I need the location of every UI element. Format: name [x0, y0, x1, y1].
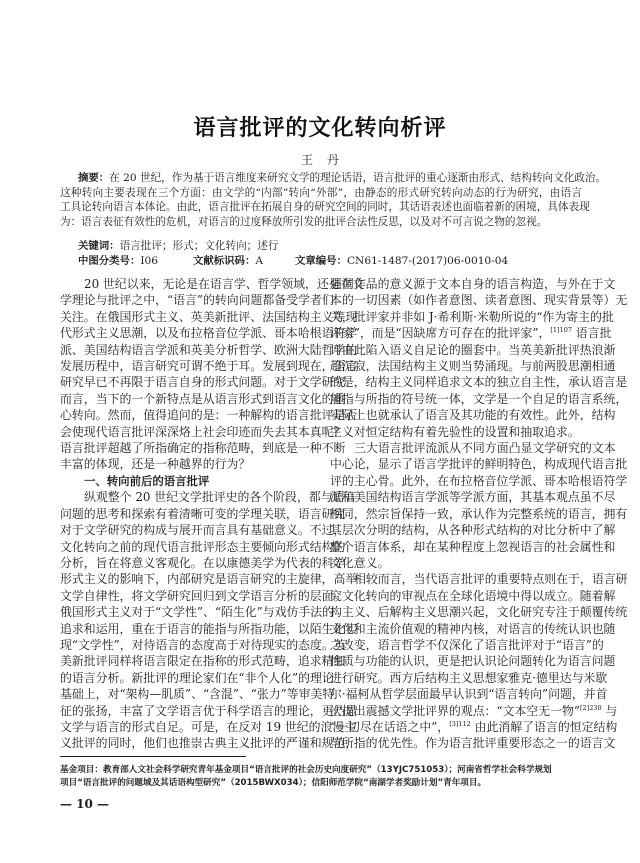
paragraph-line: 追求和运用，重在于语言的能指与所指功能，以陌生化实 — [60, 621, 358, 636]
paragraph-line: 文学与语言的形式自足。可是，在反对 19 世纪的浪漫主 — [60, 719, 357, 734]
paragraph-line: 语言批评超越了所指确定的指称范畴，到底是一种不断 — [60, 441, 346, 456]
paragraph-line: 问题的思考和探索有着清晰可变的学理关联，语言研究 — [60, 506, 346, 521]
paragraph-line: 其层次分明的结构，从各种形式结构的对比分析中了解 — [330, 523, 616, 538]
paragraph-line: 中心论，显示了语言学批评的鲜明特色，构成现代语言批 — [330, 457, 628, 472]
paragraph-line: 义批评的同时，他们也推崇古典主义批评的严谨和规范， — [60, 736, 358, 751]
paragraph-line: 文化和主流价值观的精神内核，对语言的传统认识也随 — [330, 621, 616, 636]
abstract-line: 这种转向主要表现在三个方面：由文学的“内部”转向“外部”，由静态的形式研究转向动态的行为研究，由语言 — [60, 186, 582, 199]
paragraph-line: 派和美国结构语言学派等学派方面，其基本观点虽不尽 — [330, 490, 616, 505]
abstract-line: 为：语言表征有效性的危机，对语言的过度释放所引发的批评合法性反思，以及对不可言说之物的忽视。 — [60, 215, 548, 228]
funding-note — [60, 764, 584, 789]
paragraph-line: 本的一切因素（如作者意图、读者意图、现实背景等）无 — [330, 293, 628, 308]
paragraph-line: 学理论与批评之中，“语言”的转向问题都备受学者们 — [60, 293, 334, 308]
paragraph-line: 三大语言批评流派从不同方面凸显文学研究的文本 — [354, 441, 616, 456]
clc-number: 中图分类号：I06 — [78, 255, 159, 267]
footnote-divider — [60, 756, 246, 757]
text-segment: 由此消解了语言的恒定结构 — [470, 719, 618, 734]
paragraph-line — [330, 703, 618, 719]
funding-line: 基金项目：教育部人文社会科学研究青年基金项目“语言批评的社会历史向度研究”（13YJC751053）；河南省哲学社会科学规划 — [60, 765, 552, 775]
paragraph-line: 心转向。然而，值得追问的是：一种解构的语言批评是否 — [60, 408, 358, 423]
body-column-right — [330, 276, 628, 752]
paragraph-line: 能指与所指的符号统一体，文学是一个自足的语言系统， — [330, 391, 628, 406]
paragraph-line: 性质与功能的认识，更是把认识论问题转化为语言问题 — [330, 654, 616, 669]
article-number: 文章编号：CN61-1487-(2017)06-0010-04 — [295, 255, 509, 267]
abstract-label: 摘要： — [78, 172, 110, 184]
text-segment: “一切尽在话语之中”， — [330, 719, 450, 734]
paragraph-line: 20 世纪以来，无论是在语言学、哲学领域，还是在文 — [84, 277, 365, 291]
paragraph-line: 丰富的体现，还是一种越界的行为？ — [60, 457, 251, 472]
document-code: 文献标识码：A — [193, 255, 263, 267]
paragraph-line: 现“文学性”，对待语言的态度高于对待现实的态度。英 — [60, 637, 346, 652]
article-author: 王丹 — [300, 153, 353, 167]
paragraph-line: 与所指的优先性。作为语言批评重要形态之一的语言文 — [330, 736, 616, 751]
keywords — [78, 237, 278, 253]
keywords-value: 语言批评；形式；文化转向；述行 — [119, 240, 279, 252]
paragraph-line: 之改变，语言哲学不仅深化了语言批评对于“语言”的 — [330, 637, 604, 652]
page-number: — 10 — — [60, 797, 110, 811]
article-title: 语言批评的文化转向析评 — [193, 116, 447, 141]
paragraph-line — [330, 325, 612, 341]
paragraph-line: 而言，当下的一个新特点是从语言形式到语言文化的重 — [60, 391, 346, 406]
paragraph-line: 进行研究。西方后结构主义思想家雅克·德里达与米歇 — [330, 670, 608, 685]
funding-line: 项目“语言批评的问题域及其话语构型研究”（2015BWX034）；信阳师范学院“南湖学者奖励计划”青年项目。 — [60, 777, 487, 788]
section-heading: 一、转向前后的语言批评 — [84, 473, 210, 488]
paragraph-line — [330, 719, 618, 735]
paragraph-line: 相较而言，当代语言批评的重要特点则在于，语言研 — [354, 572, 628, 587]
paragraph-line: 文学自律性，将文学研究回归到文学语言分析的层面。 — [60, 588, 346, 603]
paragraph-line: 派、美国结构语言学派和英美分析哲学、欧洲大陆哲学的 — [60, 342, 358, 357]
paragraph-line: 尔·福柯从哲学层面最早认识到“语言转向”问题，并首 — [330, 687, 608, 702]
abstract-line: 摘要：在 20 世纪，作为基于语言维度来研究文学的理论话语，语言批评的重心逐渐由形式、结构转向文化政治。 — [78, 172, 607, 184]
paragraph-line: 形式主义的影响下，内部研究是语言研究的主旋律，高举 — [60, 572, 358, 587]
text-segment: 评家”，而是“因缺席方可存在的批评家”， — [330, 326, 551, 341]
text-segment: 次提出震撼文学批评界的观点：“文本空无一物” — [330, 703, 580, 718]
paragraph-line: 文化意义。 — [330, 555, 390, 570]
paragraph-line: 的语言分析。新批评的理论家们在“非个人化”的理论 — [60, 670, 334, 685]
paragraph-line: 究文化转向的审视点在全球化语境中得以成立。随着解 — [330, 588, 616, 603]
citation-ref: [2]230 — [579, 703, 602, 712]
paragraph-line: 代形式主义思潮，以及布拉格音位学派、哥本哈根语符学 — [60, 326, 358, 341]
paragraph-line: 分析，旨在将意义客观化。在以康德美学为代表的科学 — [60, 555, 346, 570]
keywords-label: 关键词： — [78, 240, 120, 252]
paragraph-line: 关注。在俄国形式主义、英美新批评、法国结构主义等现 — [60, 309, 358, 324]
text-segment: 语言批 — [572, 326, 612, 341]
paragraph-line: 对于文学研究的构成与展开而言具有基础意义。不过， — [60, 523, 346, 538]
paragraph-line: 俄国形式主义对于“文学性”、“陌生化”与戏仿手法的 — [60, 605, 335, 620]
paragraph-line: 强调作品的意义源于文本自身的语言构造，与外在于文 — [330, 277, 616, 291]
text-segment: 与 — [601, 703, 618, 718]
paragraph-line: 研究早已不再限于语言自身的形式问题。对于文学研究 — [60, 375, 346, 390]
paragraph-line: 美新批评同样将语言限定在指称的形式范畴，追求精细 — [60, 654, 346, 669]
paragraph-line: 征的张扬，丰富了文学语言优于科学语言的理论，更凸显 — [60, 703, 358, 718]
paragraph-line: 关，批评家并非如 J·希利斯·米勒所说的“作为寄主的批 — [330, 309, 614, 324]
citation-ref: [1]107 — [550, 326, 573, 335]
paragraph-line: 会使现代语言批评深深烙上社会印迹而失去其本真呢？ — [60, 424, 346, 439]
paragraph-line: 基础上，对“架构—肌质”、“含混”、“张力”等审美特 — [60, 687, 335, 702]
paragraph-line: 的是，结构主义同样追求文本的独立自主性，承认语言是 — [330, 375, 628, 390]
paragraph-line: 趋沉寂，法国结构主义则当势涌现。与前两股思潮相通 — [330, 359, 616, 374]
abstract — [60, 171, 607, 229]
paragraph-line: 主义对恒定结构有着先验性的设置和抽取追求。 — [330, 424, 580, 439]
paragraph-line: 评的主心骨。此外，在布拉格音位学派、哥本哈根语符学 — [330, 473, 628, 488]
paragraph-line: 纵观整个 20 世纪文学批评史的各个阶段，都与语言 — [84, 490, 357, 505]
paragraph-line: 评由此陷入语义自足论的圈套中。当英美新批评热浪渐 — [330, 342, 616, 357]
paragraph-line: 实际上也就承认了语言及其功能的有效性。此外，结构 — [330, 408, 616, 423]
paragraph-line: 整个语言体系，却在某种程度上忽视语言的社会属性和 — [330, 539, 616, 554]
citation-ref: [3]112 — [449, 719, 471, 728]
paragraph-line: 文化转向之前的现代语言批评形态主要倾向形式结构的 — [60, 539, 346, 554]
paragraph-line: 发展历程中，语言研究可谓不绝于耳。发展到现在，语言 — [60, 359, 358, 374]
paragraph-line: 相同，然宗旨保持一致，承认作为完整系统的语言，拥有 — [330, 506, 628, 521]
paragraph-line: 构主义、后解构主义思潮兴起，文化研究专注于颠覆传统 — [330, 605, 628, 620]
abstract-line: 工具论转向语言本体论。由此，语言批评在拓展自身的研究空间的同时，其话语表述也面临着新的困境，具体表现 — [60, 201, 590, 213]
